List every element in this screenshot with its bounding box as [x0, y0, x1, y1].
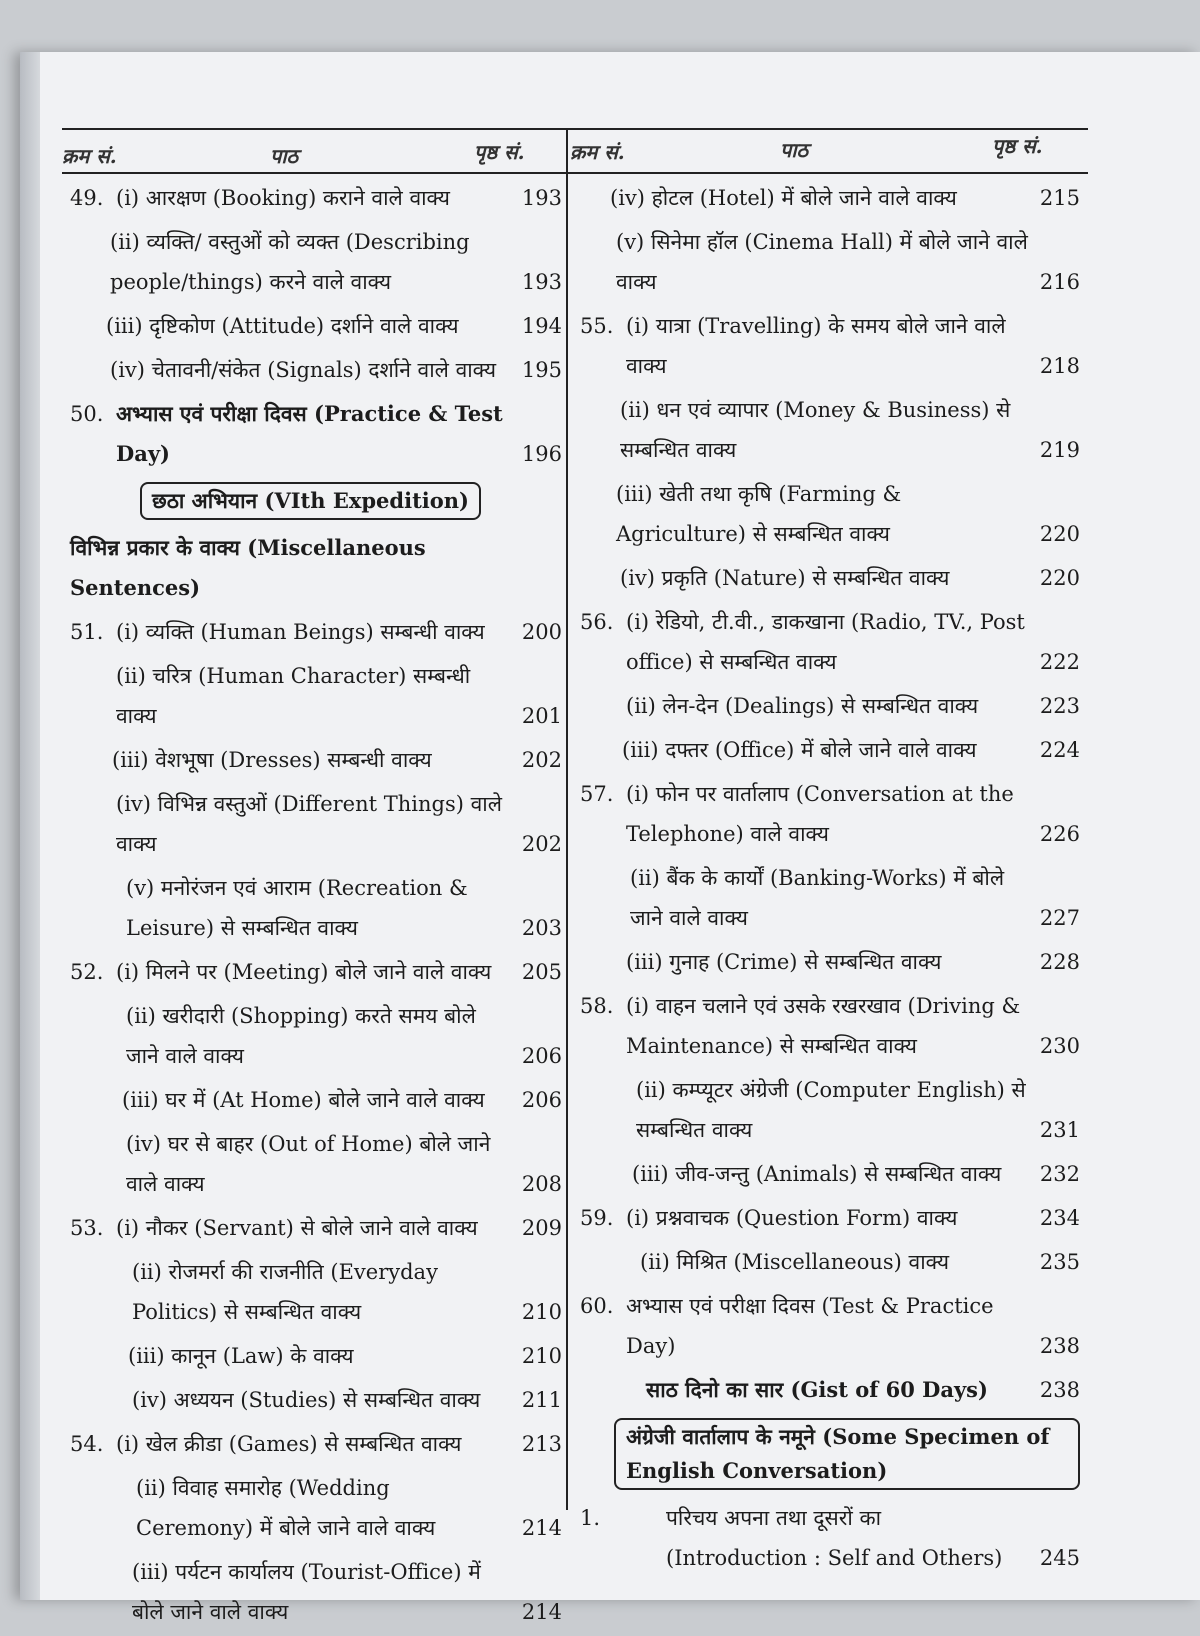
header-bottom-rule	[62, 172, 1088, 174]
entry-page-number: 227	[1039, 906, 1080, 930]
entry-page-number: 202	[521, 748, 562, 772]
entry-text: (ii) व्यक्ति/ वस्तुओं को व्यक्त (Describing people/things) करने वाले वाक्य	[110, 230, 470, 294]
entry-text: (ii) रोजमर्रा की राजनीति (Everyday Politics) से सम्बन्धित वाक्य	[132, 1260, 438, 1324]
entry-text: (ii) मिश्रित (Miscellaneous) वाक्य	[640, 1250, 950, 1274]
entry-page-number: 223	[1039, 694, 1080, 718]
entry-page-number: 203	[521, 916, 562, 940]
entry-text: (iii) दृष्टिकोण (Attitude) दर्शाने वाले वाक्य	[106, 314, 459, 338]
entry-page-number: 228	[1039, 950, 1080, 974]
entry-page-number: 213	[521, 1432, 562, 1456]
entry-text: (i) प्रश्नवाचक (Question Form) वाक्य	[626, 1206, 958, 1230]
entry-text: (ii) चरित्र (Human Character) सम्बन्धी वाक्य	[116, 664, 471, 728]
entry-text: (iii) गुनाह (Crime) से सम्बन्धित वाक्य	[626, 950, 942, 974]
toc-entry	[70, 868, 562, 948]
entry-text: (iii) कानून (Law) के वाक्य	[128, 1344, 354, 1368]
entry-text: (i) रेडियो, टी.वी., डाकखाना (Radio, TV., Post office) से सम्बन्धित वाक्य	[626, 610, 1025, 674]
entry-page-number: 231	[1039, 1118, 1080, 1142]
header-lesson-left: पाठ	[270, 144, 299, 168]
toc-entry	[70, 178, 562, 218]
toc-entry	[70, 1208, 562, 1248]
toc-entry	[580, 306, 1080, 386]
entry-page-number: 206	[521, 1088, 562, 1112]
entry-text: (i) यात्रा (Travelling) के समय बोले जाने वाले वाक्य	[626, 314, 1006, 378]
entry-page-number: 210	[521, 1300, 562, 1324]
toc-entry	[70, 1124, 562, 1204]
entry-page-number: 209	[521, 1216, 562, 1240]
entry-page-number: 220	[1039, 566, 1080, 590]
entry-page-number: 232	[1039, 1162, 1080, 1186]
toc-entry	[580, 390, 1080, 470]
entry-page-number: 220	[1039, 522, 1080, 546]
toc-entry	[580, 1198, 1080, 1238]
entry-text: (iv) अध्ययन (Studies) से सम्बन्धित वाक्य	[132, 1388, 481, 1412]
toc-entry	[70, 478, 562, 524]
entry-number: 51.	[70, 620, 104, 644]
entry-number: 58.	[580, 994, 614, 1018]
entry-number: 52.	[70, 960, 104, 984]
entry-text: (iii) जीव-जन्तु (Animals) से सम्बन्धित वाक्य	[632, 1162, 1002, 1186]
entry-text: (iii) दफ्तर (Office) में बोले जाने वाले वाक्य	[622, 738, 977, 762]
header-page-left: पृष्ठ सं.	[474, 140, 525, 164]
entry-page-number: 214	[521, 1516, 562, 1540]
entry-text: (iii) घर में (At Home) बोले जाने वाले वाक्य	[122, 1088, 485, 1112]
entry-text: (iv) होटल (Hotel) में बोले जाने वाले वाक्य	[610, 186, 957, 210]
entry-number: 60.	[580, 1294, 614, 1318]
entry-page-number: 224	[1039, 738, 1080, 762]
header-lesson-right: पाठ	[780, 138, 809, 162]
entry-page-number: 193	[521, 186, 562, 210]
section-heading-box: छठा अभियान (VIth Expedition)	[140, 482, 481, 520]
entry-text: (i) मिलने पर (Meeting) बोले जाने वाले वाक्य	[116, 960, 492, 984]
toc-entry	[580, 730, 1080, 770]
toc-entry	[580, 942, 1080, 982]
entry-text: (ii) विवाह समारोह (Wedding Ceremony) में बोले जाने वाले वाक्य	[136, 1476, 436, 1540]
toc-entry	[70, 1552, 562, 1632]
toc-entry	[70, 1468, 562, 1548]
toc-entry	[580, 858, 1080, 938]
entry-text: (ii) खरीदारी (Shopping) करते समय बोले जाने वाले वाक्य	[126, 1004, 476, 1068]
entry-text: (ii) लेन-देन (Dealings) से सम्बन्धित वाक्य	[626, 694, 979, 718]
toc-entry	[70, 656, 562, 736]
entry-page-number: 218	[1039, 354, 1080, 378]
entry-page-number: 238	[1039, 1378, 1080, 1402]
toc-entry	[70, 612, 562, 652]
toc-entry	[580, 178, 1080, 218]
column-divider	[566, 130, 568, 1510]
entry-page-number: 214	[521, 1600, 562, 1624]
entry-page-number: 201	[521, 704, 562, 728]
entry-page-number: 206	[521, 1044, 562, 1068]
entry-page-number: 245	[1039, 1546, 1080, 1570]
entry-text: (i) वाहन चलाने एवं उसके रखरखाव (Driving & Maintenance) से सम्बन्धित वाक्य	[626, 994, 1021, 1058]
entry-number: 57.	[580, 782, 614, 806]
entry-text: (i) आरक्षण (Booking) कराने वाले वाक्य	[116, 186, 450, 210]
entry-text: (iv) प्रकृति (Nature) से सम्बन्धित वाक्य	[620, 566, 950, 590]
page-edge	[20, 52, 40, 1600]
toc-entry	[70, 1252, 562, 1332]
entry-text: (iv) विभिन्न वस्तुओं (Different Things) वाले वाक्य	[116, 792, 502, 856]
entry-text: अभ्यास एवं परीक्षा दिवस (Practice & Test Day)	[116, 401, 503, 466]
entry-page-number: 215	[1039, 186, 1080, 210]
toc-entry	[580, 1498, 1080, 1578]
header-serial-left: क्रम सं.	[62, 144, 117, 168]
entry-page-number: 208	[521, 1172, 562, 1196]
toc-entry	[70, 222, 562, 302]
entry-page-number: 195	[521, 358, 562, 382]
toc-entry	[70, 394, 562, 474]
entry-page-number: 216	[1039, 270, 1080, 294]
toc-entry	[70, 784, 562, 864]
entry-text: (v) मनोरंजन एवं आराम (Recreation & Leisure) से सम्बन्धित वाक्य	[126, 876, 468, 940]
entry-text: अभ्यास एवं परीक्षा दिवस (Test & Practice Day)	[626, 1294, 994, 1358]
toc-entry	[580, 1070, 1080, 1150]
entry-page-number: 238	[1039, 1334, 1080, 1358]
entry-text: (ii) बैंक के कार्यों (Banking-Works) में बोले जाने वाले वाक्य	[630, 866, 1005, 930]
toc-entry	[70, 952, 562, 992]
toc-entry	[580, 1242, 1080, 1282]
entry-number: 54.	[70, 1432, 104, 1456]
toc-entry	[70, 1080, 562, 1120]
entry-text: परिचय अपना तथा दूसरों का (Introduction : Self and Others)	[666, 1506, 1003, 1570]
toc-entry	[580, 686, 1080, 726]
entry-text: (i) व्यक्ति (Human Beings) सम्बन्धी वाक्य	[116, 620, 485, 644]
entry-page-number: 219	[1039, 438, 1080, 462]
entry-number: 59.	[580, 1206, 614, 1230]
toc-entry	[580, 774, 1080, 854]
entry-text: (iv) घर से बाहर (Out of Home) बोले जाने वाले वाक्य	[126, 1132, 491, 1196]
entry-page-number: 196	[521, 442, 562, 466]
entry-page-number: 205	[521, 960, 562, 984]
entry-text: (ii) धन एवं व्यापार (Money & Business) से सम्बन्धित वाक्य	[620, 398, 1011, 462]
toc-entry	[580, 474, 1080, 554]
entry-number: 56.	[580, 610, 614, 634]
entry-page-number: 226	[1039, 822, 1080, 846]
entry-page-number: 194	[521, 314, 562, 338]
section-heading-box: अंग्रेजी वार्तालाप के नमूने (Some Specimen of English Conversation)	[614, 1418, 1080, 1490]
entry-page-number: 210	[521, 1344, 562, 1368]
entry-text: (iv) चेतावनी/संकेत (Signals) दर्शाने वाले वाक्य	[110, 358, 497, 382]
toc-entry	[580, 558, 1080, 598]
entry-text: (ii) कम्प्यूटर अंग्रेजी (Computer English) से सम्बन्धित वाक्य	[636, 1078, 1026, 1142]
header-page-right: पृष्ठ सं.	[992, 134, 1043, 158]
entry-page-number: 193	[521, 270, 562, 294]
entry-text: (iii) वेशभूषा (Dresses) सम्बन्धी वाक्य	[112, 748, 432, 772]
toc-entry	[580, 222, 1080, 302]
entry-page-number: 202	[521, 832, 562, 856]
right-column	[580, 178, 1080, 1582]
toc-entry	[70, 740, 562, 780]
toc-entry	[70, 1424, 562, 1464]
entry-page-number: 211	[521, 1388, 562, 1412]
toc-entry	[70, 350, 562, 390]
entry-number: 49.	[70, 186, 104, 210]
entry-page-number: 235	[1039, 1250, 1080, 1274]
left-column	[70, 178, 562, 1636]
toc-entry	[580, 1414, 1080, 1494]
entry-page-number: 234	[1039, 1206, 1080, 1230]
toc-entry	[70, 1380, 562, 1420]
toc-entry	[580, 1370, 1080, 1410]
entry-text: साठ दिनो का सार (Gist of 60 Days)	[646, 1377, 988, 1402]
entry-number: 1.	[580, 1506, 601, 1530]
entry-text: विभिन्न प्रकार के वाक्य (Miscellaneous Sentences)	[70, 535, 426, 600]
toc-entry	[580, 602, 1080, 682]
table-header	[62, 128, 1088, 172]
entry-text: (iii) पर्यटन कार्यालय (Tourist-Office) में बोले जाने वाले वाक्य	[132, 1560, 481, 1624]
entry-number: 53.	[70, 1216, 104, 1240]
toc-entry	[580, 1154, 1080, 1194]
toc-entry	[580, 1286, 1080, 1366]
entry-number: 55.	[580, 314, 614, 338]
toc-entry	[70, 528, 562, 608]
toc-entry	[70, 996, 562, 1076]
header-serial-right: क्रम सं.	[570, 140, 625, 164]
toc-entry	[70, 1336, 562, 1376]
entry-text: (iii) खेती तथा कृषि (Farming & Agriculture) से सम्बन्धित वाक्य	[616, 482, 902, 546]
entry-text: (i) खेल क्रीडा (Games) से सम्बन्धित वाक्य	[116, 1432, 462, 1456]
entry-page-number: 222	[1039, 650, 1080, 674]
entry-page-number: 230	[1039, 1034, 1080, 1058]
toc-entry	[70, 306, 562, 346]
entry-number: 50.	[70, 402, 104, 426]
entry-text: (i) फोन पर वार्तालाप (Conversation at the Telephone) वाले वाक्य	[626, 782, 1014, 846]
entry-text: (v) सिनेमा हॉल (Cinema Hall) में बोले जाने वाले वाक्य	[616, 230, 1028, 294]
entry-text: (i) नौकर (Servant) से बोले जाने वाले वाक्य	[116, 1216, 478, 1240]
entry-page-number: 200	[521, 620, 562, 644]
toc-entry	[580, 986, 1080, 1066]
